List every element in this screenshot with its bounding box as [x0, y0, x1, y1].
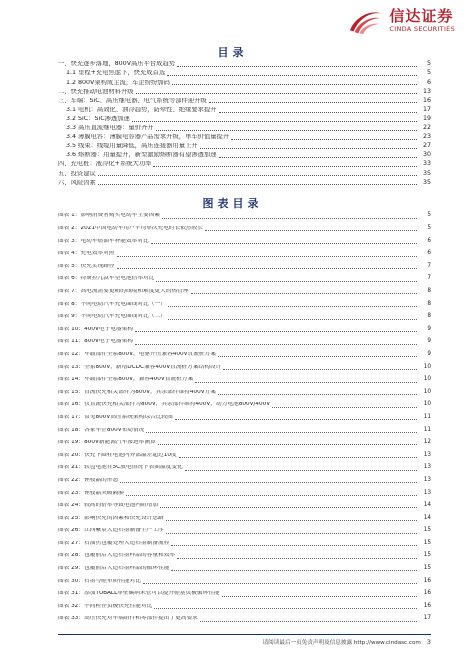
entry-page-number: 16	[422, 96, 431, 104]
dot-leader	[200, 621, 417, 622]
entry-page-number: 16	[423, 577, 431, 584]
entry-page-number: 15	[423, 552, 431, 559]
entry-page-number: 17	[422, 105, 431, 113]
toc-list	[58, 60, 431, 187]
dot-leader	[151, 243, 417, 244]
dot-leader	[162, 218, 417, 219]
dot-leader	[191, 293, 417, 294]
entry-label: 图表 21：软包电池在5C放电情况下表面温度变化	[58, 465, 183, 471]
entry-page-number: 35	[422, 169, 431, 177]
dot-leader	[200, 148, 417, 149]
figure-entry[interactable]	[58, 311, 431, 324]
dot-leader	[171, 570, 417, 571]
entry-page-number: 5	[426, 69, 431, 77]
dot-leader	[172, 84, 417, 85]
figure-entry[interactable]	[58, 512, 431, 525]
dot-leader	[168, 319, 417, 320]
entry-label: 一、快充逐步落地，800V高压平台成趋势	[58, 61, 176, 68]
entry-page-number: 15	[423, 565, 431, 572]
entry-label: 图表 6：特斯拉几款车型电池倍率对比	[58, 276, 155, 282]
entry-page-number: 5	[427, 212, 431, 219]
entry-page-number: 15	[423, 539, 431, 546]
cinda-logo-icon	[346, 6, 384, 36]
entry-label: 图表 30：石墨与硅单质性能对比	[58, 578, 141, 584]
toc-entry[interactable]	[58, 96, 431, 105]
figure-list-heading: 图表目录	[202, 197, 263, 210]
entry-page-number: 33	[422, 160, 431, 168]
dot-leader	[219, 112, 417, 113]
figure-entry[interactable]	[58, 437, 431, 450]
dot-leader	[117, 256, 417, 257]
entry-label: 图表 23：锂枝晶突破隔膜	[58, 490, 124, 496]
figure-entry[interactable]	[58, 248, 431, 261]
toc-entry[interactable]	[58, 178, 431, 187]
dot-leader	[135, 344, 417, 345]
footer-disclaimer: 请阅读最后一页免责声明及信息披露 http://www.cindasc.com	[262, 640, 421, 646]
logo-english-name: CINDA SECURITIES	[389, 25, 455, 34]
dot-leader	[185, 470, 417, 471]
dot-leader	[135, 331, 417, 332]
entry-page-number: 10	[423, 388, 431, 395]
entry-label: 图表 29：包覆前后人造石墨样品的循环性能	[58, 566, 170, 572]
entry-label: 图表 14：车载部件全系800V，兼容400V直流桩方案	[58, 377, 194, 383]
figure-entry[interactable]	[58, 462, 431, 475]
entry-label: 图表 3：电动车燃油车补能效率对比	[58, 238, 149, 244]
entry-page-number: 11	[423, 413, 431, 420]
dot-leader	[143, 583, 417, 584]
entry-page-number: 10	[423, 401, 431, 408]
toc-entry[interactable]	[58, 169, 431, 178]
entry-page-number: 6	[426, 78, 431, 86]
entry-page-number: 19	[422, 114, 431, 122]
entry-page-number: 14	[423, 502, 431, 509]
entry-label: 1.2 800V架构成主流，车企纷纷加码	[66, 79, 170, 86]
logo-chinese-name: 信达证券	[389, 7, 454, 26]
dot-leader	[222, 596, 417, 597]
entry-label: 3.3 高压直流继电器：量价齐升	[66, 125, 154, 132]
entry-label: 图表 22：锂枝晶的形态	[58, 477, 119, 483]
figure-entry[interactable]	[58, 575, 431, 588]
dot-leader	[218, 356, 417, 357]
entry-label: 1.1 里程+充电焦虑下，快充成首选	[66, 70, 166, 77]
entry-page-number: 17	[423, 615, 431, 622]
figure-entry[interactable]	[58, 349, 431, 362]
dot-leader	[177, 66, 417, 67]
figure-entry[interactable]	[58, 298, 431, 311]
dot-leader	[218, 394, 417, 395]
entry-page-number: 9	[427, 350, 431, 357]
dot-leader	[136, 93, 417, 94]
entry-page-number: 5	[427, 225, 431, 232]
entry-page-number: 27	[422, 142, 431, 150]
entry-page-number: 13	[423, 476, 431, 483]
toc-entry[interactable]	[58, 142, 431, 151]
entry-label: 图表 16：仅直流快充相关部件为800V，其余部件维持400V，动力电池800V/400V	[58, 402, 271, 408]
entry-label: 图表 33：高压快充对车端组件和零部件提出了更高要求	[58, 616, 198, 622]
toc-entry[interactable]	[58, 115, 431, 124]
entry-label: 六、风险因素	[58, 179, 96, 186]
dot-leader	[175, 419, 417, 420]
figure-entry[interactable]	[58, 412, 431, 425]
entry-page-number: 11	[423, 426, 431, 433]
entry-label: 图表 2：2021中国电动车用户平均单次充电时长依然较长	[58, 226, 204, 232]
entry-page-number: 7	[427, 262, 431, 269]
dot-leader	[166, 520, 417, 521]
figure-entry[interactable]	[58, 588, 431, 601]
dot-leader	[117, 268, 417, 269]
figure-entry[interactable]	[58, 210, 431, 223]
entry-page-number: 9	[427, 338, 431, 345]
entry-label: 图表 17：常见800V高压系统架构综合比较图	[58, 414, 173, 420]
entry-label: 图表 15：直流快充相关部件为800V，其余部件维持400V方案	[58, 389, 216, 395]
dot-leader	[272, 407, 417, 408]
entry-page-number: 14	[423, 514, 431, 521]
entry-page-number: 10	[423, 363, 431, 370]
dot-leader	[98, 175, 417, 176]
entry-label: 图表 4：充电效率对照	[58, 251, 115, 257]
entry-label: 五、投资建议	[58, 170, 96, 177]
figure-entry[interactable]	[58, 563, 431, 576]
figure-entry[interactable]	[58, 613, 431, 626]
entry-label: 图表 24：较高的倍率导致电池内阻增加	[58, 503, 159, 509]
dot-leader	[195, 382, 417, 383]
entry-page-number: 16	[423, 602, 431, 609]
dot-leader	[166, 533, 417, 534]
entry-label: 二、快充推动电池材料升级	[58, 88, 134, 95]
figure-entry[interactable]	[58, 600, 431, 613]
dot-leader	[132, 121, 417, 122]
dot-leader	[160, 507, 417, 508]
brand-logo	[346, 6, 455, 36]
figure-list	[58, 210, 431, 626]
entry-label: 图表 11：800V电子电器架构	[58, 339, 133, 345]
dot-leader	[156, 281, 417, 282]
entry-page-number: 35	[422, 178, 431, 186]
entry-label: 图表 20：快充下圆柱电池内外部温差超过10度	[58, 452, 177, 458]
dot-leader	[158, 444, 417, 445]
figure-entry[interactable]	[58, 449, 431, 462]
toc-entry[interactable]	[58, 105, 431, 114]
figure-entry[interactable]	[58, 235, 431, 248]
entry-label: 图表 31：添加TUBALL单壁碳纳米管可以提升硅基负极循环性能	[58, 591, 220, 597]
toc-entry[interactable]	[58, 151, 431, 160]
entry-page-number: 8	[427, 288, 431, 294]
entry-page-number: 13	[423, 451, 431, 458]
dot-leader	[146, 432, 417, 433]
entry-label: 图表 8：不同电动汽车充电曲线对比（一）	[58, 301, 166, 307]
entry-label: 四、充电桩：液冷化+系统大功率	[58, 161, 152, 168]
entry-label: 3.4 薄膜电容：薄膜电容器产品需求升级，单车价值量提升	[66, 134, 230, 141]
toc-heading: 目录	[217, 46, 248, 59]
dot-leader	[179, 457, 417, 458]
entry-page-number: 13	[422, 87, 431, 95]
entry-page-number: 15	[423, 527, 431, 534]
toc-entry[interactable]	[58, 87, 431, 96]
dot-leader	[209, 102, 417, 103]
figure-entry[interactable]	[58, 361, 431, 374]
figure-entry[interactable]	[58, 223, 431, 236]
entry-page-number: 6	[427, 237, 431, 244]
figure-entry[interactable]	[58, 336, 431, 349]
entry-page-number: 22	[422, 124, 431, 132]
dot-leader	[168, 306, 417, 307]
entry-page-number: 5	[426, 60, 431, 68]
dot-leader	[120, 482, 417, 483]
figure-entry[interactable]	[58, 374, 431, 387]
entry-label: 3.5 线束：线缆用量降低，高压连接器用量上升	[66, 143, 198, 150]
dot-leader	[223, 369, 417, 370]
entry-page-number: 13	[423, 489, 431, 496]
entry-label: 图表 9：不同电动汽车充电曲线对比（二）	[58, 314, 166, 320]
dot-leader	[171, 545, 417, 546]
figure-entry[interactable]	[58, 550, 431, 563]
dot-leader	[98, 184, 417, 185]
toc-entry[interactable]	[58, 160, 431, 169]
dot-leader	[153, 166, 417, 167]
figure-entry[interactable]	[58, 286, 431, 299]
entry-label: 图表 27：石油焦包覆处理人造石墨制备流程	[58, 540, 170, 546]
dot-leader	[167, 75, 417, 76]
entry-label: 3.1 电机：高效化、油冷趋势，防晕性、绝缘要求提升	[66, 106, 217, 113]
dot-leader	[219, 157, 417, 158]
entry-label: 图表 1：影响消费者购买电动车主要因素	[58, 213, 161, 219]
entry-label: 图表 18：各家车企800V布局情况	[58, 427, 145, 433]
entry-label: 图表 7：高电流需要更粗的线缆和难度更大的热管理	[58, 289, 189, 294]
dot-leader	[205, 230, 417, 231]
entry-page-number: 23	[422, 133, 431, 141]
toc-entry[interactable]	[58, 69, 431, 78]
dot-leader	[154, 608, 417, 609]
entry-page-number: 13	[423, 464, 431, 471]
figure-entry[interactable]	[58, 500, 431, 513]
entry-label: 图表 5：快充实现路径	[58, 263, 115, 269]
figure-entry[interactable]	[58, 323, 431, 336]
figure-entry[interactable]	[58, 399, 431, 412]
figure-entry[interactable]	[58, 273, 431, 286]
figure-entry[interactable]	[58, 537, 431, 550]
toc-entry[interactable]	[58, 60, 431, 69]
toc-entry[interactable]	[58, 78, 431, 87]
entry-page-number: 9	[427, 325, 431, 332]
dot-leader	[231, 139, 417, 140]
page-footer	[58, 634, 431, 646]
entry-label: 图表 19：800V新能源汽车渗透率测算	[58, 440, 156, 446]
dot-leader	[156, 130, 417, 131]
dot-leader	[126, 495, 417, 496]
entry-label: 图表 26：江西紫宸人造石墨制备生产工序	[58, 528, 164, 534]
entry-label: 3.2 SiC：SiC渗透加速	[66, 115, 130, 122]
entry-label: 图表 12：车载部件全系800V，电驱升压兼容400V直流桩方案	[58, 351, 216, 357]
toc-entry[interactable]	[58, 133, 431, 142]
entry-page-number: 8	[427, 313, 431, 320]
entry-page-number: 8	[427, 300, 431, 307]
figure-entry[interactable]	[58, 487, 431, 500]
entry-label: 图表 10：400V电子电器架构	[58, 326, 133, 332]
entry-page-number: 12	[423, 439, 431, 446]
entry-label: 图表 13：全系800V，新增DCDC兼容400V直流桩方案结构设计	[58, 364, 222, 370]
entry-label: 三、车端：SiC、高压继电器、电气系统等部件迎升级	[58, 97, 207, 104]
entry-page-number: 6	[427, 250, 431, 257]
entry-label: 图表 28：包覆前后人造石墨样品的容量和效率	[58, 553, 176, 559]
figure-entry[interactable]	[58, 424, 431, 437]
figure-entry[interactable]	[58, 260, 431, 273]
entry-label: 图表 25：影响快充的因素和快充设计思路	[58, 515, 164, 521]
entry-page-number: 30	[422, 151, 431, 159]
toc-entry[interactable]	[58, 124, 431, 133]
entry-page-number: 7	[427, 275, 431, 282]
page-number: 3	[426, 638, 431, 646]
figure-entry[interactable]	[58, 386, 431, 399]
entry-label: 图表 32：不同粒径负极快充性能对比	[58, 603, 153, 609]
figure-entry[interactable]	[58, 525, 431, 538]
entry-page-number: 10	[423, 376, 431, 383]
figure-entry[interactable]	[58, 474, 431, 487]
entry-page-number: 16	[423, 590, 431, 597]
dot-leader	[177, 558, 417, 559]
entry-label: 3.6 熔断器：用量提升，新型激励熔断器有望渗透加速	[66, 152, 217, 159]
